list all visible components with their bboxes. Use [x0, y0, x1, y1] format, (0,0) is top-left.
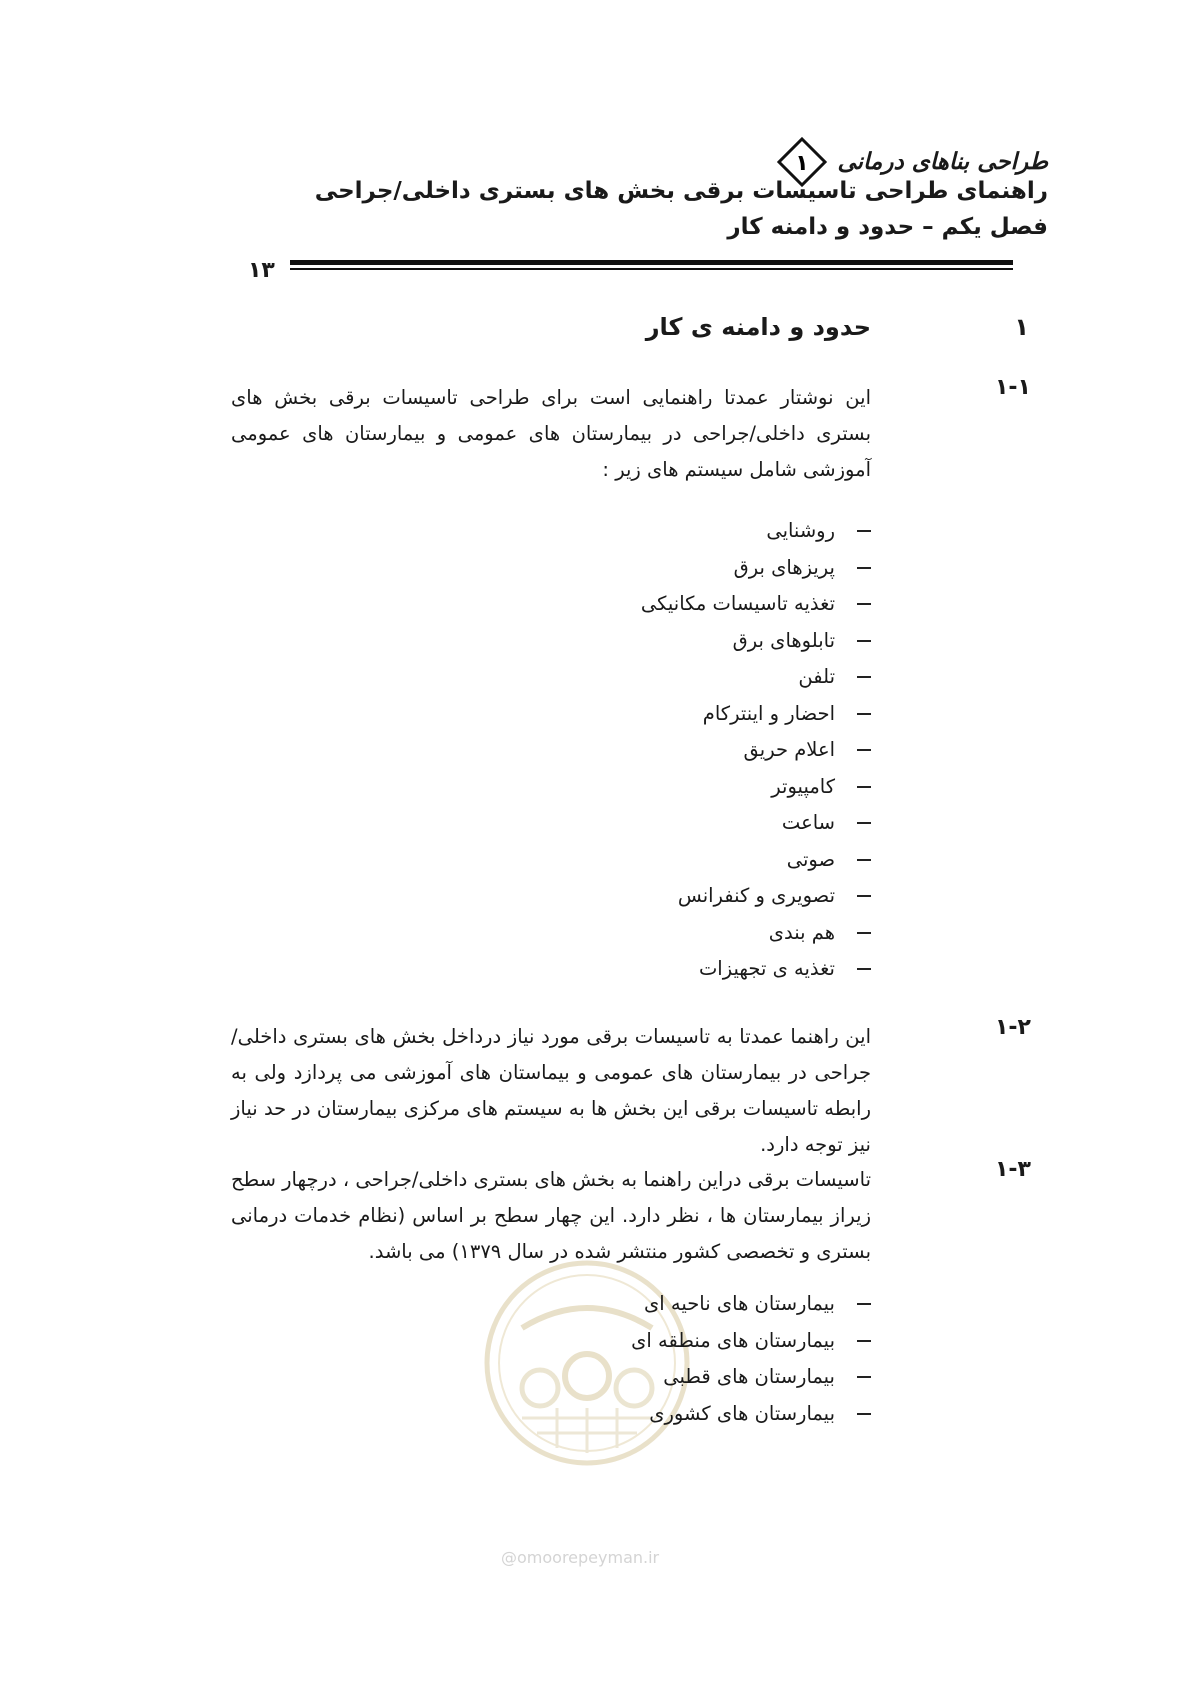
dash-bullet-icon: [857, 567, 871, 569]
list-item: اعلام حریق: [641, 732, 871, 769]
chapter-title: فصل یکم – حدود و دامنه کار: [727, 214, 1048, 240]
dash-bullet-icon: [857, 1413, 871, 1415]
watermark-url: @omoorepeyman.ir: [501, 1548, 660, 1567]
dash-bullet-icon: [857, 786, 871, 788]
dash-bullet-icon: [857, 1303, 871, 1305]
dash-bullet-icon: [857, 968, 871, 970]
list-item: تصویری و کنفرانس: [641, 878, 871, 915]
paragraph-number-1-3: ۱-۳: [995, 1157, 1031, 1182]
list-item: تغذیه تاسیسات مکانیکی: [641, 586, 871, 623]
dash-bullet-icon: [857, 530, 871, 532]
section-title: حدود و دامنه ی کار: [645, 313, 871, 341]
dash-bullet-icon: [857, 603, 871, 605]
list-item: ساعت: [641, 805, 871, 842]
section-number: ۱: [1014, 313, 1029, 341]
dash-bullet-icon: [857, 1376, 871, 1378]
dash-bullet-icon: [857, 676, 871, 678]
dash-bullet-icon: [857, 932, 871, 934]
dash-bullet-icon: [857, 713, 871, 715]
dash-bullet-icon: [857, 895, 871, 897]
dash-bullet-icon: [857, 640, 871, 642]
list-item: کامپیوتر: [641, 769, 871, 806]
series-title: طراحی بناهای درمانی: [837, 149, 1048, 175]
dash-bullet-icon: [857, 859, 871, 861]
paragraph-1-3: تاسیسات برقی دراین راهنما به بخش های بستری داخلی/جراحی ، درچهار سطح زیراز بیمارستان ها ، نظر دارد. این چهار سطح بر اساس (نظام خدمات درمانی بستری و تخصصی کشور منتشر شده در سال ۱۳۷۹) می باشد.: [231, 1168, 871, 1263]
paragraph-1-2: این راهنما عمدتا به تاسیسات برقی مورد نیاز درداخل بخش های بستری داخلی/جراحی در بیمارستان های عمومی و بیماستان های آموزشی می پردازد ولی به رابطه تاسیسات برقی این بخش ها به سیستم های مرکزی بیمارستان در حد نیاز نیز توجه دارد.: [231, 1025, 871, 1156]
hospital-levels-list: [631, 1286, 871, 1432]
list-item: بیمارستان های منطقه ای: [631, 1323, 871, 1360]
list-item: تلفن: [641, 659, 871, 696]
header-rule: [290, 260, 1013, 270]
systems-list: [641, 513, 871, 988]
dash-bullet-icon: [857, 1340, 871, 1342]
dash-bullet-icon: [857, 749, 871, 751]
list-item: روشنایی: [641, 513, 871, 550]
paragraph-number-1-1: ۱-۱: [995, 375, 1031, 400]
list-item: تابلوهای برق: [641, 623, 871, 660]
list-item: بیمارستان های ناحیه ای: [631, 1286, 871, 1323]
list-item: بیمارستان های کشوری: [631, 1396, 871, 1433]
series-number: ۱: [795, 151, 810, 176]
list-item: تغذیه ی تجهیزات: [641, 951, 871, 988]
paragraph-number-1-2: ۱-۲: [995, 1015, 1031, 1040]
list-item: صوتی: [641, 842, 871, 879]
list-item: بیمارستان های قطبی: [631, 1359, 871, 1396]
dash-bullet-icon: [857, 822, 871, 824]
list-item: احضار و اینترکام: [641, 696, 871, 733]
paragraph-1-1: این نوشتار عمدتا راهنمایی است برای طراحی تاسیسات برقی بخش های بستری داخلی/جراحی در بیمارستان های عمومی و بیمارستان های عمومی آموزشی شامل سیستم های زیر :: [231, 386, 871, 481]
guide-title: راهنمای طراحی تاسیسات برقی بخش های بستری داخلی/جراحی: [314, 178, 1048, 204]
page-number: ۱۳: [248, 258, 275, 283]
list-item: هم بندی: [641, 915, 871, 952]
list-item: پریزهای برق: [641, 550, 871, 587]
